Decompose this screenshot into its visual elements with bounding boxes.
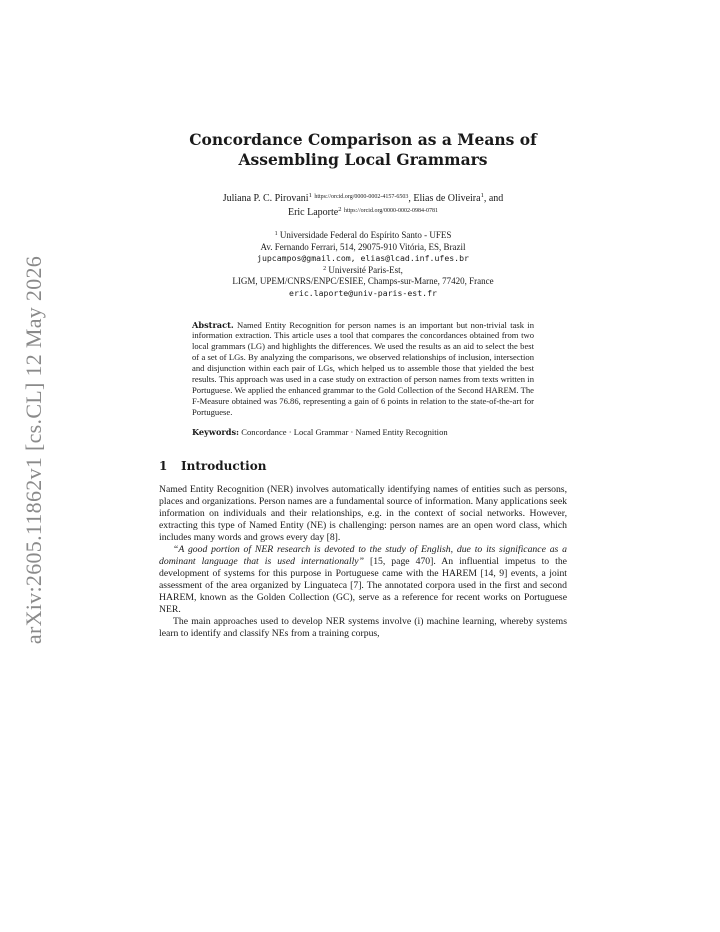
quote-text: “A good portion of NER research is devoted to the study of English, due to its significance as a dominant language that is used internationally” <box>159 543 567 567</box>
paper-title <box>159 130 567 170</box>
author-separator: , and <box>483 193 504 204</box>
arxiv-sidebar-stamp <box>18 255 50 645</box>
keywords-text: Concordance · Local Grammar · Named Entity Recognition <box>241 426 448 437</box>
abstract <box>192 320 534 418</box>
affil-address: Av. Fernando Ferrari, 514, 29075-910 Vitória, ES, Brazil <box>260 241 466 252</box>
author-affil-mark: 1 <box>480 192 484 199</box>
title-line-2: Assembling Local Grammars <box>238 150 488 169</box>
affil-mark: 2 <box>323 265 327 272</box>
abstract-text: Named Entity Recognition for person names is an important but non-trivial task in information extraction. This article uses a tool that compares the concordances obtained from two local grammars (LG) and highlights the differences. We used the results as an aid to select the best of a set of LGs. By analyzing the comparisons, we observed relationships of inclusion, intersection and disjunction within each pair of LGs, which helped us to assemble those that yielded the best results. This approach was used in a case study on extraction of person names from texts written in Portuguese. We applied the enhanced grammar to the Gold Collection of the Second HAREM. The F-Measure obtained was 76.86, representing a gain of 6 points in relation to the state-of-the-art for Portuguese. <box>192 319 534 417</box>
author-list <box>159 191 567 219</box>
affil-email[interactable]: eric.laporte@univ-paris-est.fr <box>289 287 437 298</box>
section-number: 1 <box>159 458 168 473</box>
author-affil-mark: 2 <box>338 206 342 213</box>
affil-name: Université Paris-Est, <box>328 264 403 275</box>
body-paragraph: Named Entity Recognition (NER) involves automatically identifying names of entities such as persons, places and organizations. Person names are a fundamental source of information. Many applications seek information on individuals and their relationships, e.g. in the context of social networks. However, extracting this type of Named Entity (NE) is challenging: person names are an open word class, which includes many words and grows every day [8]. <box>159 483 567 543</box>
affiliations <box>159 230 567 300</box>
orcid-link[interactable]: https://orcid.org/0000-0002-4157-6503 <box>314 194 409 200</box>
affil-mark: 1 <box>274 231 278 237</box>
body-paragraph: The main approaches used to develop NER systems involve (i) machine learning, whereby systems learn to identify and classify NEs from a training corpus, <box>159 616 567 640</box>
paragraph-text: [15, page 470]. An influential impetus to the development of systems for this purpose in Portuguese came with the HAREM [14, 9] events, a joint assessment of the area organized by Linguateca [7]. The annotated corpora used in the first and second HAREM, known as the Golden Collection (GC), serve as a reference for recent works on Portuguese NER. <box>159 556 567 616</box>
section-heading <box>159 459 567 473</box>
keywords <box>192 427 534 438</box>
orcid-link[interactable]: https://orcid.org/0000-0002-0984-0781 <box>343 208 439 214</box>
author-name: Eric Laporte <box>287 207 339 218</box>
affil-emails[interactable]: jupcampos@gmail.com, elias@lcad.inf.ufes.br <box>257 253 469 264</box>
arxiv-identifier: arXiv:2605.11862v1 [cs.CL] 12 May 2026 <box>21 255 46 645</box>
section-title: Introduction <box>181 458 267 473</box>
body-paragraph <box>159 544 567 616</box>
keywords-label: Keywords: <box>192 426 240 437</box>
author-separator: , Elias de Oliveira <box>408 193 481 204</box>
affil-name: Universidade Federal do Espírito Santo - UFES <box>279 230 452 240</box>
author-affil-mark: 1 <box>308 192 312 199</box>
affil-address: LIGM, UPEM/CNRS/ENPC/ESIEE, Champs-sur-Marne, 77420, France <box>232 276 494 287</box>
abstract-label: Abstract. <box>192 319 234 330</box>
author-name: Juliana P. C. Pirovani <box>222 193 309 204</box>
title-line-1: Concordance Comparison as a Means of <box>189 130 537 149</box>
paper-page <box>159 130 567 640</box>
